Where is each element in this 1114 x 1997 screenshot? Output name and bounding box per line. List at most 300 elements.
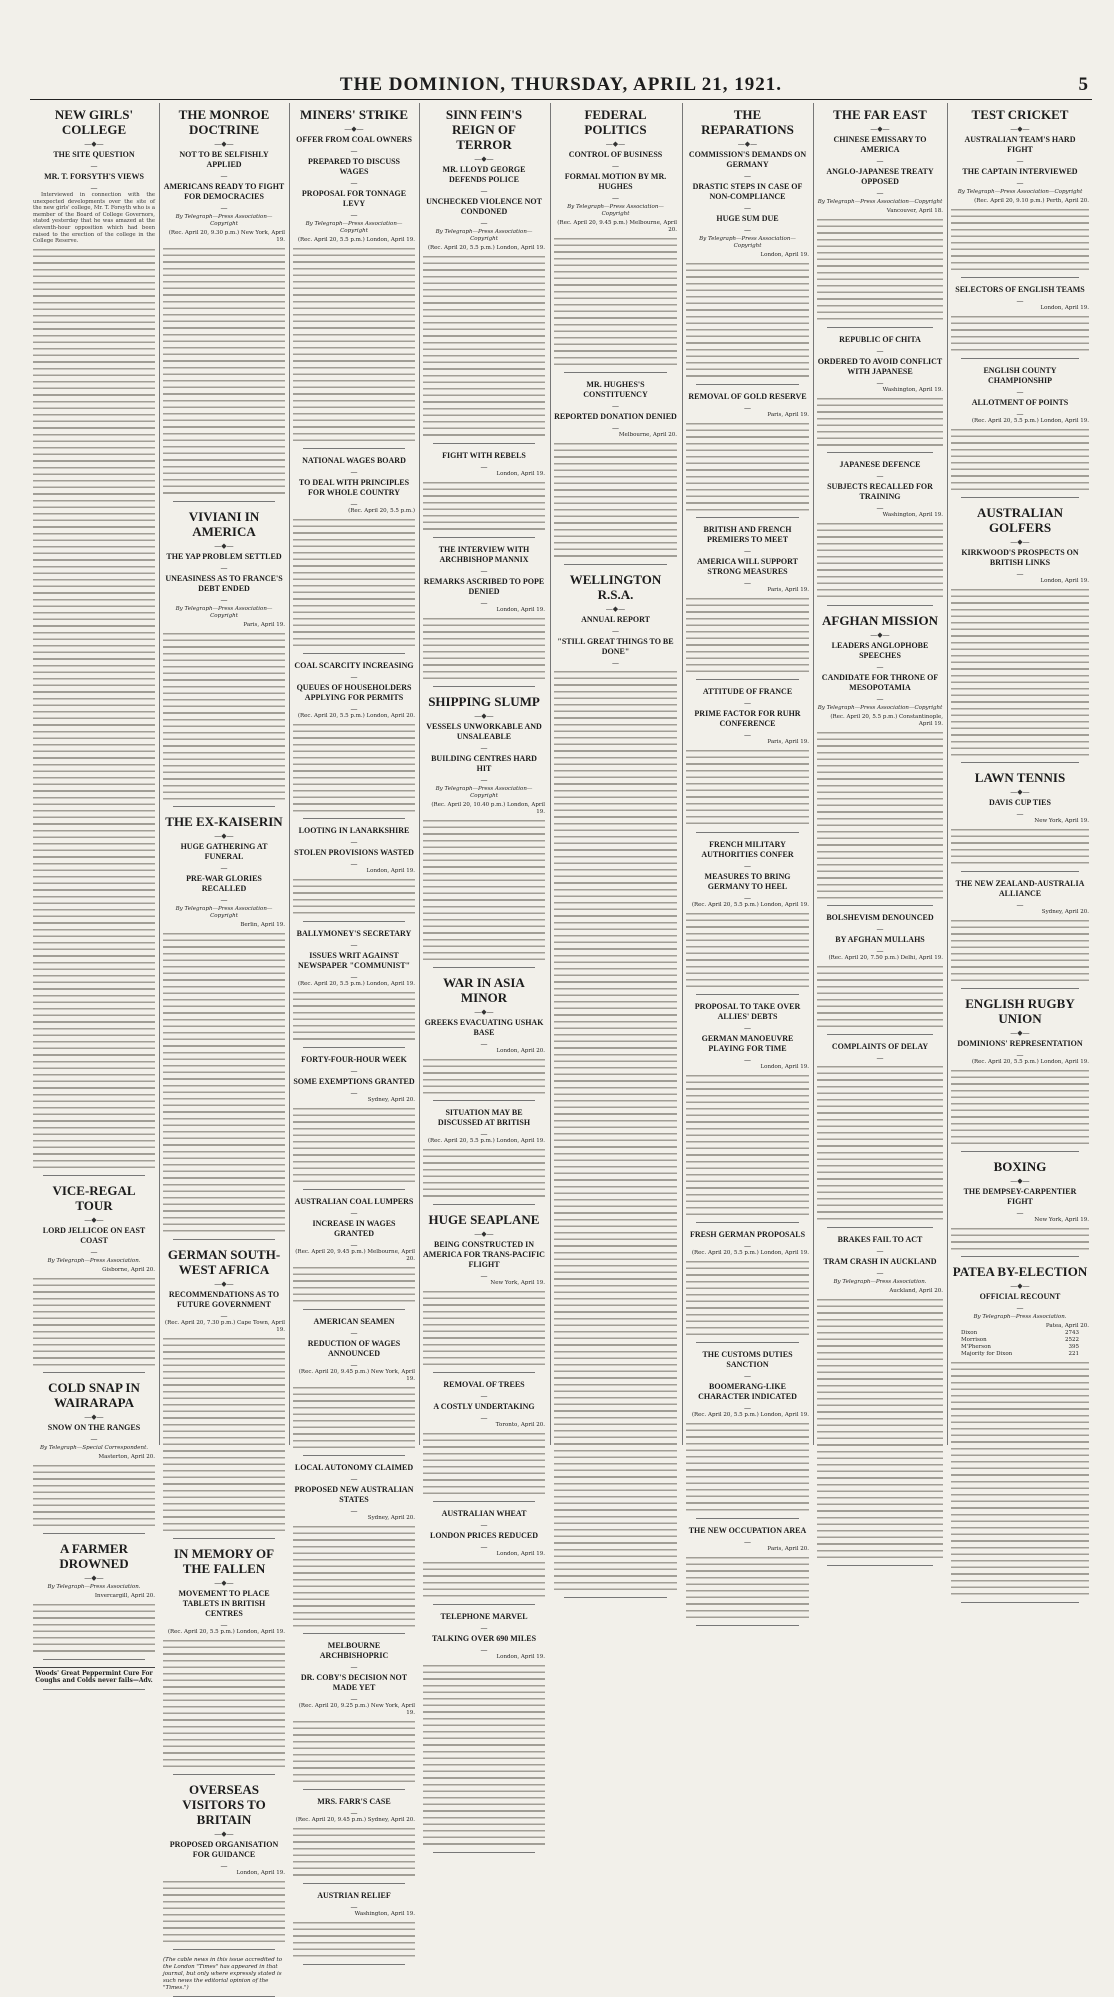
article-dateline: (Rec. April 20, 9.45 p.m.) New York, April 19. — [298, 1368, 415, 1382]
article-dateline: (Rec. April 20, 9.45 p.m.) Melbourne, April 20. — [295, 1248, 415, 1262]
subheadline-divider: — — [876, 1246, 884, 1255]
subheadline-divider: — — [744, 172, 751, 180]
article-separator — [961, 1151, 1079, 1152]
article-dateline: New York, April 19. — [1034, 1216, 1089, 1223]
article-body-text — [423, 616, 545, 682]
article — [423, 1380, 545, 1502]
headline-divider: —◆— — [474, 1230, 494, 1239]
article-subheadline: REDUCTION OF WAGES ANNOUNCED — [307, 1338, 401, 1358]
headline-divider: —◆— — [84, 140, 104, 148]
article-byline: By Telegraph—Press Association. — [833, 1278, 927, 1285]
article-subheadline: QUEUES OF HOUSEHOLDERS APPLYING FOR PERMITS — [296, 683, 412, 702]
subheadline-divider: — — [350, 1240, 358, 1249]
article-subheadline: AUSTRIAN RELIEF — [317, 1890, 391, 1900]
article-body-text — [554, 236, 677, 368]
article-headline: AUSTRALIAN GOLFERS — [977, 504, 1063, 535]
article-body-text — [951, 1068, 1089, 1147]
subheadline-divider: — — [350, 1208, 358, 1217]
article-dateline: Melbourne, April 20. — [618, 432, 677, 438]
subheadline-divider: — — [350, 673, 358, 681]
article-separator — [173, 501, 275, 502]
article-body-text — [686, 1555, 809, 1621]
article — [293, 1055, 415, 1190]
article-subheadline: AUSTRALIAN COAL LUMPERS — [294, 1196, 414, 1206]
article — [293, 1797, 415, 1884]
article — [293, 456, 415, 654]
subheadline-divider: — — [480, 1392, 488, 1401]
article — [951, 505, 1089, 764]
subheadline-divider: — — [90, 1435, 98, 1444]
article-body-text — [951, 427, 1089, 493]
subheadline-divider: — — [350, 179, 358, 187]
article-separator — [433, 443, 535, 444]
article-dateline: Invercargill, April 20. — [94, 1593, 155, 1600]
article — [686, 687, 809, 832]
article-body-text — [686, 1259, 809, 1338]
article-body-text — [423, 254, 545, 439]
article-subheadline: TO DEAL WITH PRINCIPLES FOR WHOLE COUNTRY — [298, 478, 410, 497]
subheadline-divider: — — [744, 403, 751, 412]
headline-divider: —◆— — [344, 125, 364, 133]
column-3 — [290, 103, 418, 1917]
subheadline-divider: — — [1016, 409, 1024, 418]
page-number: 5 — [1078, 74, 1088, 95]
subheadline-divider: — — [744, 1241, 751, 1250]
subheadline-divider: — — [90, 184, 98, 192]
article-dateline: (Rec. April 20, 7.50 p.m.) Delhi, April 19. — [828, 955, 943, 962]
article-body-text — [817, 964, 943, 1030]
article-body-text — [293, 1920, 415, 1960]
article-subheadline: TALKING OVER 690 MILES — [431, 1633, 537, 1643]
article-headline: SHIPPING SLUMP — [428, 693, 540, 709]
article-body-text — [686, 261, 809, 380]
article — [293, 826, 415, 922]
subheadline-divider: — — [220, 172, 228, 180]
article-body-text — [163, 1638, 285, 1770]
article-body-text — [293, 1106, 415, 1185]
article — [554, 572, 677, 1598]
article-dateline: Berlin, April 19. — [240, 922, 285, 929]
subheadline-divider: — — [1016, 900, 1024, 909]
article-subheadline: REMOVAL OF TREES — [443, 1380, 525, 1390]
article-body-text — [951, 1226, 1089, 1252]
candidate-name: Dixon — [961, 1330, 978, 1337]
article-subheadline: MRS. FARR'S CASE — [317, 1797, 391, 1807]
article-subheadline: FRESH GERMAN PROPOSALS — [689, 1229, 806, 1239]
article-headline: PATEA BY-ELECTION — [952, 1264, 1088, 1280]
article-byline: By Telegraph—Press Association—Copyright — [175, 605, 273, 619]
article-subheadline: MR. LLOYD GEORGE DEFENDS POLICE — [442, 165, 526, 184]
article-headline: HUGE SEAPLANE — [428, 1212, 540, 1228]
article — [817, 613, 943, 907]
article — [817, 335, 943, 454]
vote-row — [961, 1344, 1079, 1351]
article-subheadline: LOOTING IN LANARKSHIRE — [298, 826, 410, 836]
article-body-text — [686, 596, 809, 675]
article-separator — [696, 1625, 799, 1626]
cable-news-note: (The cable news in this issue accredited to the London "Times" has appeared in that journal, but only where expressly stated is such news the editorial opinion of the "Times.") — [163, 1956, 283, 1991]
article-subheadline: BRAKES FAIL TO ACT — [837, 1234, 923, 1244]
article-body-text — [817, 521, 943, 600]
article-dateline: Toronto, April 20. — [495, 1422, 545, 1429]
article-body-text — [163, 931, 285, 1235]
article-separator — [961, 1602, 1079, 1603]
article-dateline: Gisborne, April 20. — [102, 1266, 155, 1273]
article-separator — [173, 1538, 275, 1539]
headline-divider: —◆— — [605, 604, 626, 613]
article-body-text — [686, 1421, 809, 1513]
article-subheadline: AUSTRALIAN WHEAT — [441, 1509, 527, 1519]
article-dateline: Masterton, April 20. — [98, 1454, 155, 1461]
article — [686, 1002, 809, 1223]
article-subheadline: BOOMERANG-LIKE CHARACTER INDICATED — [698, 1382, 797, 1402]
headline-divider: —◆— — [214, 541, 234, 550]
article — [293, 1891, 415, 1965]
article-dateline: London, April 19. — [1040, 577, 1089, 584]
article-body-text — [293, 1719, 415, 1785]
headline-divider: —◆— — [737, 140, 758, 148]
article-body-text — [33, 1463, 155, 1529]
subheadline-divider: — — [480, 1039, 488, 1048]
article-dateline: Paris, April 19. — [767, 411, 809, 418]
article-body-text — [951, 314, 1089, 354]
article-subheadline: JAPANESE DEFENCE — [839, 460, 921, 470]
article-lead-paragraph: Interviewed in connection with the unexpected developments over the site of the new girls' college, Mr. T. Forsyth who is a member of the Board of College Governors, stated yesterday that he was amazed at the eleventh-hour opposition which had been raised to the erection of the college in the College Reserve. — [33, 192, 155, 245]
article-body-text — [423, 1057, 545, 1097]
subheadline-divider: — — [612, 194, 619, 202]
column-7 — [814, 103, 946, 1445]
subheadline-divider: — — [744, 579, 751, 588]
subheadline-divider: — — [744, 1404, 751, 1413]
article-subheadline: CONTROL OF BUSINESS — [568, 150, 663, 159]
article-separator — [827, 452, 933, 453]
article-subheadline: STOLEN PROVISIONS WASTED — [294, 848, 414, 858]
subheadline-divider: — — [876, 157, 884, 165]
article-body-text — [163, 1336, 285, 1534]
subheadline-divider: — — [220, 1311, 228, 1320]
article-subheadline: FIGHT WITH REBELS — [442, 450, 526, 460]
article-separator — [564, 372, 667, 373]
article-subheadline: FORTY-FOUR-HOUR WEEK — [301, 1054, 407, 1064]
newspaper-title: THE DOMINION, THURSDAY, APRIL 21, 1921. — [339, 74, 783, 95]
article-subheadline: MELBOURNE ARCHBISHOPRIC — [319, 1641, 389, 1661]
subheadline-divider: — — [350, 838, 358, 847]
article — [951, 1159, 1089, 1257]
article-subheadline: UNCHECKED VIOLENCE NOT CONDONED — [426, 197, 542, 216]
article-headline: THE MONROE DOCTRINE — [178, 107, 270, 137]
article-subheadline: BOLSHEVISM DENOUNCED — [826, 913, 934, 923]
article-headline: VICE-REGAL TOUR — [52, 1182, 136, 1213]
column-8 — [948, 103, 1092, 1445]
article-subheadline: VESSELS UNWORKABLE AND UNSALEABLE — [426, 721, 542, 741]
article-dateline: London, April 19. — [236, 1869, 285, 1876]
headline-divider: —◆— — [84, 1413, 104, 1422]
article — [686, 840, 809, 995]
article-headline: A FARMER DROWNED — [59, 1541, 129, 1572]
article-body-text — [686, 421, 809, 513]
article-subheadline: NATIONAL WAGES BOARD — [302, 456, 406, 465]
headline-divider: —◆— — [1010, 125, 1030, 133]
subheadline-divider: — — [350, 860, 358, 869]
subheadline-divider: — — [350, 1902, 358, 1911]
article-subheadline: MR. T. FORSYTH'S VIEWS — [44, 172, 144, 181]
article-separator — [433, 1852, 535, 1853]
article-dateline: (Rec. April 20, 9.45 p.m.) Sydney, April 20. — [295, 1817, 415, 1824]
subheadline-divider: — — [480, 1521, 488, 1530]
candidate-name: M'Pherson — [961, 1344, 991, 1351]
column-rule — [550, 103, 551, 1445]
article-dateline: Paris, April 19. — [243, 621, 285, 628]
article-byline: By Telegraph—Special Correspondent. — [39, 1445, 149, 1452]
subheadline-divider: — — [480, 1623, 488, 1632]
article-subheadline: KIRKWOOD'S PROSPECTS ON BRITISH LINKS — [961, 547, 1079, 567]
article-body-text — [33, 1276, 155, 1368]
article — [293, 929, 415, 1048]
article-body-text — [951, 827, 1089, 867]
article-byline: By Telegraph—Press Association—Copyright — [305, 221, 403, 234]
article-separator — [827, 905, 933, 906]
article-body-text — [293, 1385, 415, 1451]
subheadline-divider: — — [90, 1247, 98, 1256]
subheadline-divider: — — [1016, 1304, 1024, 1313]
article-subheadline: THE NEW ZEALAND-AUSTRALIA ALLIANCE — [955, 878, 1085, 898]
article-dateline: London, April 19. — [496, 1551, 545, 1558]
article-headline: THE EX-KAISERIN — [165, 814, 283, 830]
article-dateline: (Rec. April 20, 5.5 p.m.) London, April 19. — [971, 417, 1089, 424]
article-byline: By Telegraph—Press Association—Copyright — [699, 236, 796, 249]
subheadline-divider: — — [612, 658, 619, 667]
article-body-text — [951, 1360, 1089, 1598]
article-dateline: (Rec. April 20, 5.5 p.m.) London, April 19. — [691, 1412, 809, 1419]
subheadline-divider: — — [350, 468, 358, 476]
headline-divider: —◆— — [214, 1578, 234, 1587]
article-subheadline: DR. COBY'S DECISION NOT MADE YET — [300, 1673, 408, 1693]
article-dateline: New York, April 19. — [490, 1280, 545, 1287]
subheadline-divider: — — [876, 346, 884, 355]
subheadline-divider: — — [480, 743, 488, 752]
article-subheadline: PROPOSAL TO TAKE OVER ALLIES' DEBTS — [694, 1001, 801, 1021]
article-separator — [696, 517, 799, 518]
article-body-text — [293, 877, 415, 917]
article — [686, 107, 809, 385]
article — [554, 107, 677, 373]
article-dateline: New York, April 19. — [1034, 818, 1089, 825]
subheadline-divider: — — [1016, 1208, 1024, 1217]
article-body-text — [423, 1289, 545, 1368]
vote-row — [961, 1351, 1079, 1358]
article-subheadline: INCREASE IN WAGES GRANTED — [312, 1218, 396, 1238]
article — [686, 525, 809, 680]
subheadline-divider: — — [480, 462, 488, 471]
article-subheadline: COAL SCARCITY INCREASING — [294, 661, 414, 670]
article — [686, 1526, 809, 1626]
article-body-text — [817, 396, 943, 449]
article-dateline: London, April 19. — [366, 868, 415, 875]
article-subheadline: LOCAL AUTONOMY CLAIMED — [294, 1462, 414, 1472]
article — [951, 996, 1089, 1152]
article-separator — [303, 448, 405, 449]
article-headline: LAWN TENNIS — [974, 770, 1066, 786]
article-separator — [961, 762, 1079, 763]
article-subheadline: PROPOSED ORGANISATION FOR GUIDANCE — [169, 1839, 279, 1859]
column-rule — [289, 103, 290, 1445]
article-subheadline: FORMAL MOTION BY MR. HUGHES — [564, 172, 667, 191]
article-headline: COLD SNAP IN WAIRARAPA — [48, 1380, 140, 1411]
subheadline-divider: — — [1016, 569, 1024, 578]
headline-divider: —◆— — [214, 1829, 234, 1838]
article-subheadline: ORDERED TO AVOID CONFLICT WITH JAPANESE — [817, 356, 943, 376]
subheadline-divider: — — [480, 1130, 488, 1139]
article-body-text — [163, 1879, 285, 1945]
article-subheadline: THE CUSTOMS DUTIES SANCTION — [702, 1350, 793, 1370]
subheadline-divider: — — [1016, 810, 1024, 819]
article-body-text — [163, 631, 285, 803]
article — [293, 1317, 415, 1456]
article — [951, 366, 1089, 498]
column-6 — [683, 103, 812, 1552]
article-byline: By Telegraph—Press Association. — [47, 1257, 141, 1264]
article — [686, 392, 809, 518]
column-rule — [682, 103, 683, 1445]
article-headline: WAR IN ASIA MINOR — [443, 974, 525, 1005]
article-subheadline: FRENCH MILITARY AUTHORITIES CONFER — [701, 839, 794, 859]
article-separator — [43, 1689, 145, 1690]
subheadline-divider: — — [350, 211, 358, 219]
article-separator — [433, 967, 535, 968]
article-subheadline: "STILL GREAT THINGS TO BE DONE" — [557, 636, 674, 656]
article-byline: By Telegraph—Press Association—Copyright — [817, 199, 943, 205]
article-separator — [433, 1604, 535, 1605]
subheadline-divider: — — [220, 1620, 228, 1629]
article-dateline: (Rec. April 20, 5.5 p.m.) London, April 19. — [691, 1249, 809, 1256]
headline-divider: —◆— — [605, 140, 626, 148]
article-headline: GERMAN SOUTH-WEST AFRICA — [167, 1246, 281, 1277]
headline-divider: —◆— — [84, 1215, 104, 1224]
article-subheadline: THE DEMPSEY-CARPENTIER FIGHT — [963, 1186, 1077, 1206]
article-subheadline: REMARKS ASCRIBED TO POPE DENIED — [423, 576, 545, 596]
article-separator — [173, 806, 275, 807]
article-byline: By Telegraph—Press Association. — [47, 1584, 141, 1591]
article-subheadline: PROPOSED NEW AUSTRALIAN STATES — [294, 1484, 414, 1504]
article-dateline: (Rec. April 20, 5.5 p.m.) London, April 20. — [297, 713, 415, 719]
article-dateline: Paris, April 19. — [767, 739, 809, 746]
subheadline-divider: — — [876, 947, 884, 956]
article — [423, 1509, 545, 1605]
column-rule — [813, 103, 814, 1445]
article-subheadline: ENGLISH COUNTY CHAMPIONSHIP — [983, 365, 1057, 385]
subheadline-divider: — — [480, 1543, 488, 1552]
article-separator — [303, 1633, 405, 1634]
article-subheadline: DAVIS CUP TIES — [989, 798, 1051, 808]
article-separator — [43, 1372, 145, 1373]
article-subheadline: THE CAPTAIN INTERVIEWED — [962, 167, 1078, 176]
subheadline-divider: — — [744, 699, 751, 708]
article-subheadline: TRAM CRASH IN AUCKLAND — [823, 1256, 937, 1266]
article-subheadline: MEASURES TO BRING GERMANY TO HEEL — [704, 871, 791, 891]
article-separator — [433, 537, 535, 538]
article-dateline: (Rec. April 20, 5.5 p.m.) London, April 19. — [427, 1138, 545, 1145]
article-subheadline: SUBJECTS RECALLED FOR TRAINING — [827, 482, 933, 502]
article — [163, 1782, 285, 1950]
column-5 — [551, 103, 680, 1445]
article-dateline: Washington, April 19. — [354, 1910, 415, 1917]
subheadline-divider: — — [480, 775, 488, 784]
article — [423, 451, 545, 538]
subheadline-divider: — — [744, 893, 751, 902]
article-body-text — [423, 1147, 545, 1200]
article — [817, 1235, 943, 1566]
vote-row — [961, 1330, 1079, 1337]
subheadline-divider: — — [220, 595, 228, 604]
column-rule — [419, 103, 420, 1445]
article-headline: VIVIANI IN AMERICA — [188, 508, 260, 539]
headline-divider: —◆— — [214, 140, 234, 148]
article-dateline: (Rec. April 20, 9.10 p.m.) Perth, April 20. — [974, 198, 1089, 204]
subheadline-divider: — — [220, 864, 228, 873]
article-dateline: London, April 19. — [760, 252, 809, 258]
article-headline: SINN FEIN'S REIGN OF TERROR — [445, 107, 523, 152]
article-subheadline: UNEASINESS AS TO FRANCE'S DEBT ENDED — [165, 573, 283, 593]
article-separator — [433, 1100, 535, 1101]
article — [423, 1108, 545, 1205]
article — [33, 107, 155, 1176]
article-subheadline: SITUATION MAY BE DISCUSSED AT BRITISH — [437, 1108, 531, 1128]
article-body-text — [423, 1663, 545, 1848]
article-body-text — [293, 517, 415, 649]
article-separator — [303, 1789, 405, 1790]
subheadline-divider: — — [220, 1861, 228, 1870]
article — [817, 107, 943, 328]
article-separator — [43, 1175, 145, 1176]
headline-divider: —◆— — [870, 125, 890, 133]
article-byline: By Telegraph—Press Association—Copyright — [817, 704, 943, 711]
article-byline: By Telegraph—Press Association—Copyright — [957, 189, 1083, 195]
advertisement: Woods' Great Peppermint Cure For Coughs and Colds never fails—Adv. — [33, 1667, 155, 1685]
article-subheadline: SNOW ON THE RANGES — [47, 1423, 141, 1433]
article — [33, 1380, 155, 1534]
subheadline-divider: — — [480, 1645, 488, 1654]
article-body-text — [951, 918, 1089, 984]
subheadline-divider: — — [876, 1054, 884, 1063]
subheadline-divider: — — [876, 662, 884, 671]
article-dateline: Vancouver, April 18. — [886, 208, 943, 214]
article-dateline: (Rec. April 20, 5.5 p.m.) London, April 19. — [691, 901, 809, 908]
article-body-text — [554, 669, 677, 1593]
article-subheadline: THE YAP PROBLEM SETTLED — [166, 551, 282, 561]
subheadline-divider: — — [612, 402, 619, 410]
article-dateline: Paris, April 20. — [767, 1545, 809, 1552]
article — [554, 380, 677, 565]
subheadline-divider: — — [876, 694, 884, 703]
article-dateline: (Rec. April 20, 5.5 p.m.) London, April 19. — [167, 1628, 285, 1635]
article-headline: FEDERAL POLITICS — [584, 107, 647, 137]
article-body-text — [293, 246, 415, 444]
article-headline: THE REPARATIONS — [701, 107, 794, 137]
article-dateline: London, April 19. — [496, 606, 545, 613]
candidate-votes: 395 — [1068, 1344, 1079, 1351]
subheadline-divider: — — [744, 731, 751, 740]
headline-divider: —◆— — [474, 1007, 494, 1016]
headline-divider: —◆— — [870, 630, 890, 639]
subheadline-divider: — — [480, 598, 488, 607]
article-dateline: London, April 20. — [496, 1047, 545, 1054]
subheadline-divider: — — [90, 162, 98, 170]
article — [293, 107, 415, 449]
article-headline: AFGHAN MISSION — [822, 612, 938, 628]
article-separator — [961, 988, 1079, 989]
article-headline: THE FAR EAST — [833, 107, 927, 122]
article-separator — [961, 358, 1079, 359]
